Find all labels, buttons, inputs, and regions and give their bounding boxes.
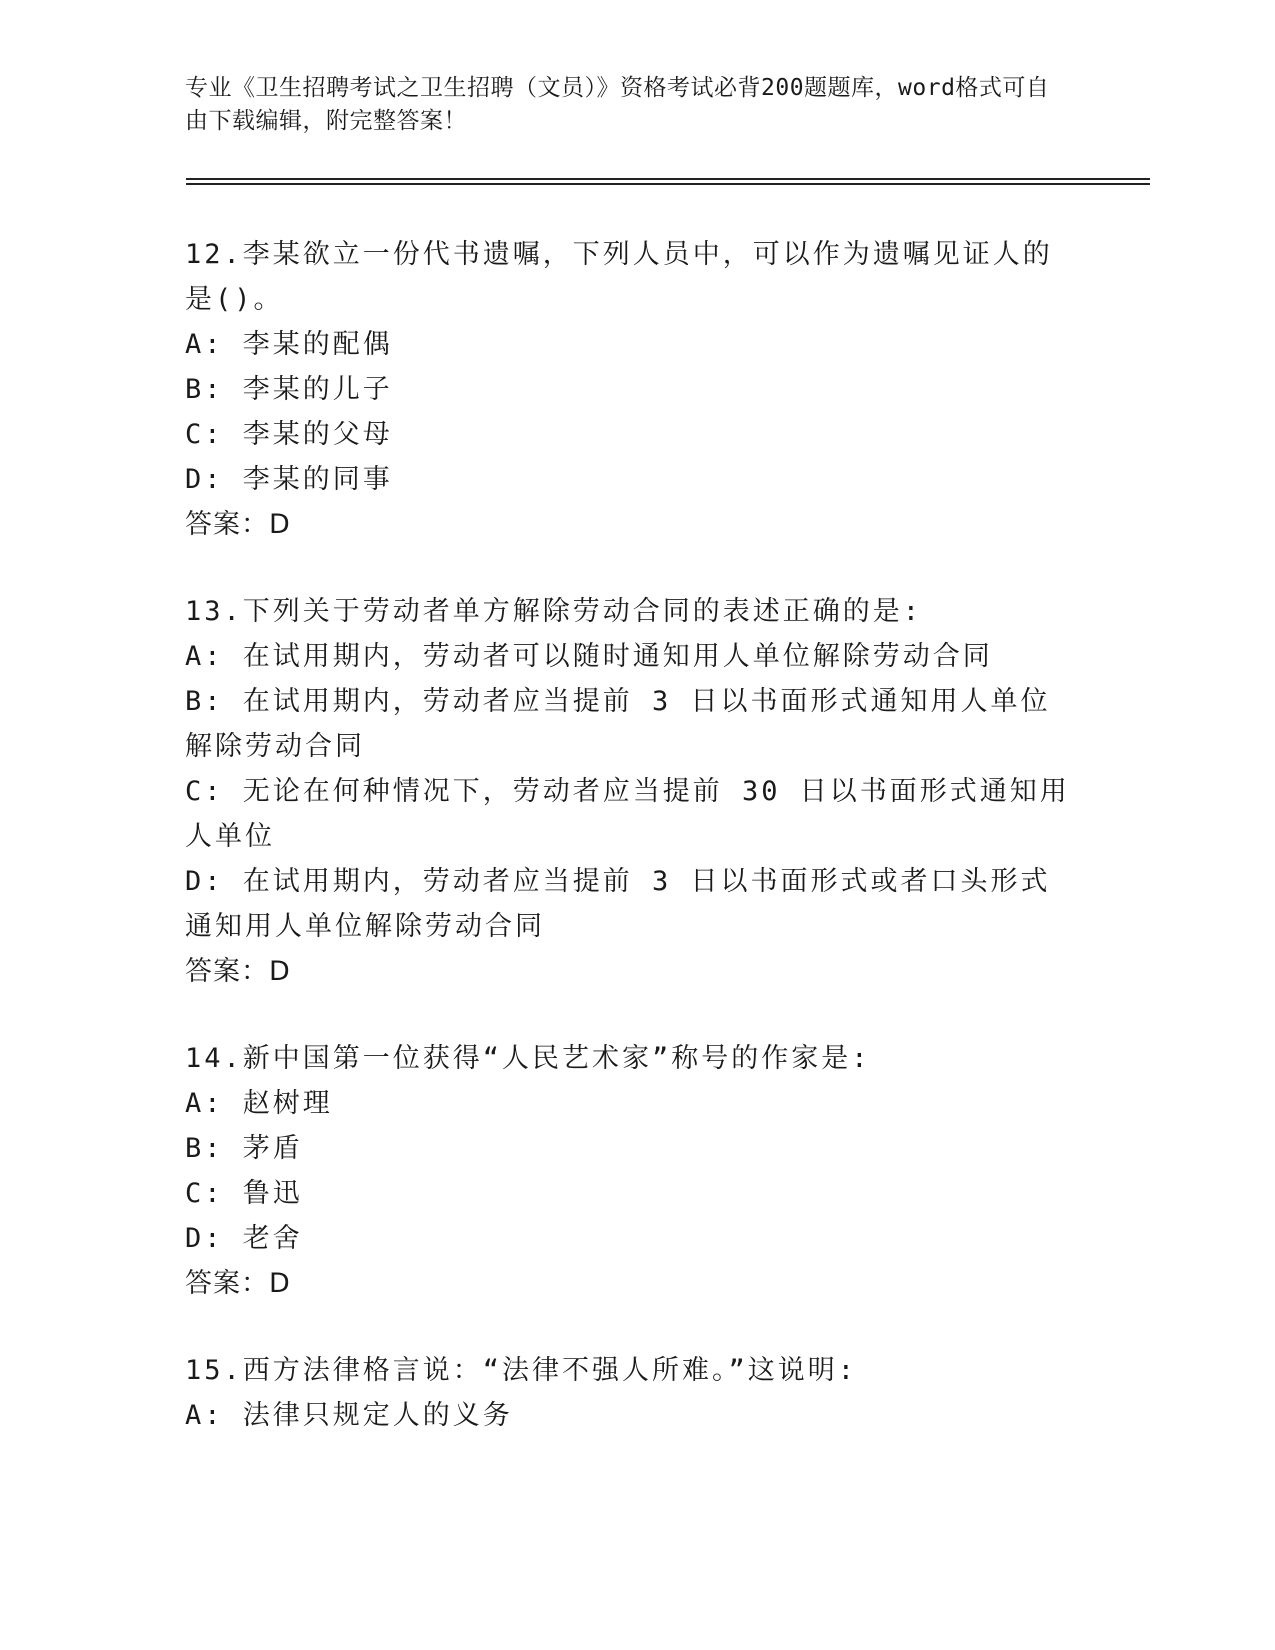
- option-b: B: 李某的儿子: [185, 374, 393, 405]
- option-d: D: 老舍: [185, 1223, 303, 1254]
- answer-label: 答案：D: [185, 509, 291, 540]
- option-b: B: 茅盾: [185, 1133, 303, 1164]
- header-divider-top: [186, 178, 1150, 180]
- question-stem: 12.李某欲立一份代书遗嘱，下列人员中，可以作为遗嘱见证人的是()。: [185, 239, 1053, 315]
- question-list: [185, 232, 1075, 1480]
- option-b: B: 在试用期内，劳动者应当提前 3 日以书面形式通知用人单位解除劳动合同: [185, 686, 1051, 762]
- question-stem: 15.西方法律格言说：“法律不强人所难。”这说明:: [185, 1355, 858, 1386]
- option-c: C: 无论在何种情况下，劳动者应当提前 30 日以书面形式通知用人单位: [185, 776, 1070, 852]
- option-d: D: 在试用期内，劳动者应当提前 3 日以书面形式或者口头形式通知用人单位解除劳动合同: [185, 866, 1051, 942]
- option-c: C: 鲁迅: [185, 1178, 303, 1209]
- question-14: [185, 1036, 1075, 1306]
- question-stem: 13.下列关于劳动者单方解除劳动合同的表述正确的是:: [185, 596, 923, 627]
- answer-label: 答案：D: [185, 956, 291, 987]
- option-a: A: 法律只规定人的义务: [185, 1400, 513, 1431]
- header-divider-bottom: [186, 183, 1150, 185]
- option-a: A: 李某的配偶: [185, 329, 393, 360]
- document-header: 专业《卫生招聘考试之卫生招聘（文员）》资格考试必背200题题库，word格式可自由下载编辑，附完整答案！: [185, 75, 1050, 134]
- option-a: A: 赵树理: [185, 1088, 333, 1119]
- question-12: [185, 232, 1075, 547]
- option-c: C: 李某的父母: [185, 419, 393, 450]
- option-a: A: 在试用期内，劳动者可以随时通知用人单位解除劳动合同: [185, 641, 993, 672]
- question-13: [185, 589, 1075, 994]
- answer-label: 答案：D: [185, 1268, 291, 1299]
- question-15: [185, 1348, 1075, 1438]
- question-stem: 14.新中国第一位获得“人民艺术家”称号的作家是:: [185, 1043, 871, 1074]
- option-d: D: 李某的同事: [185, 464, 393, 495]
